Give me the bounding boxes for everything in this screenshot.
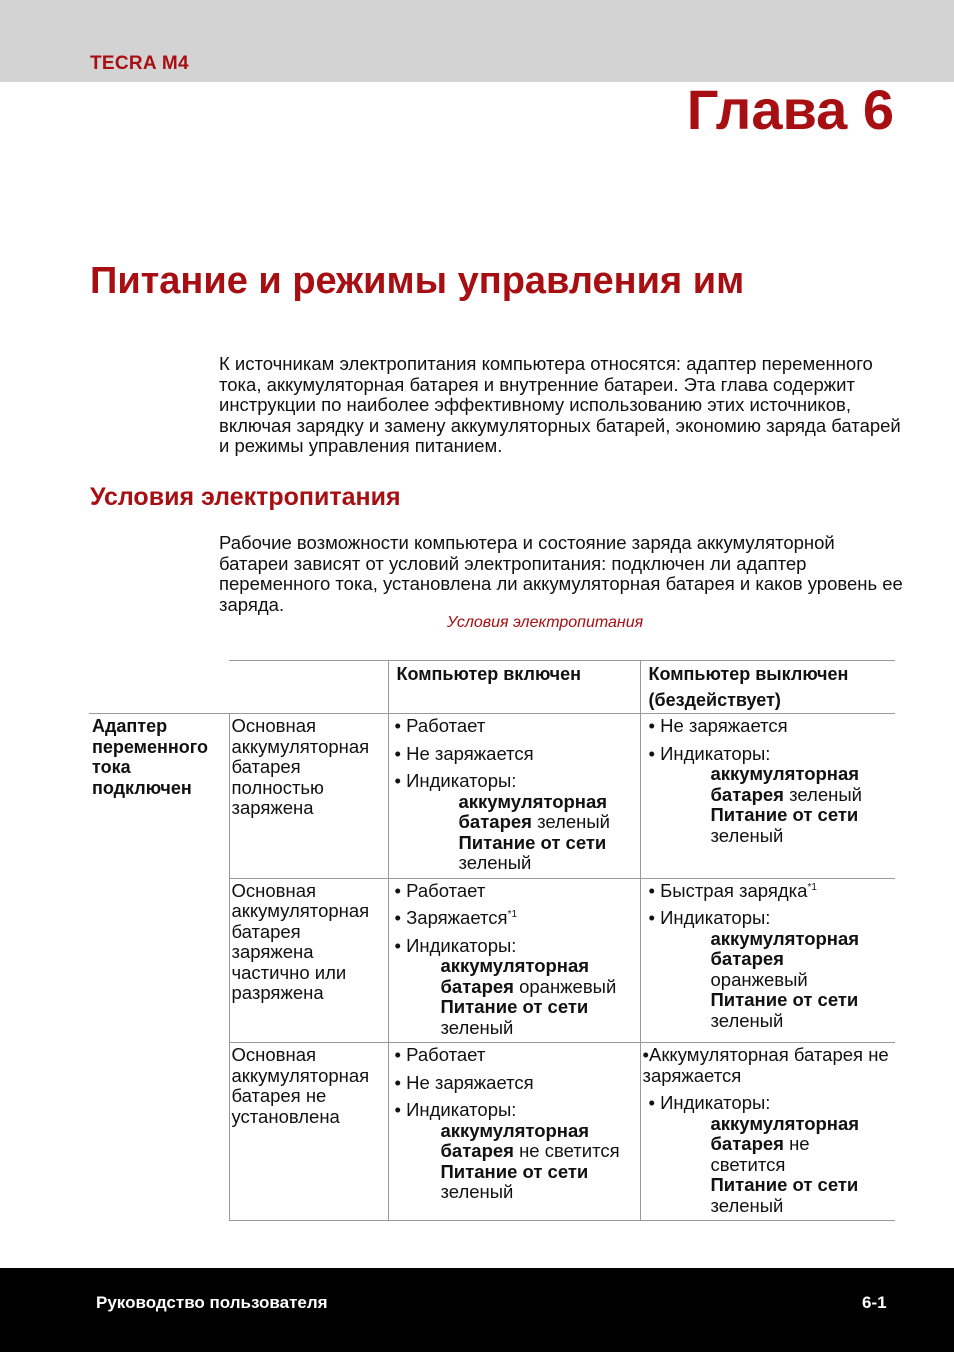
indicator-name: Питание от сети	[458, 831, 607, 853]
section-paragraph: Рабочие возможности компьютера и состояние заряда аккумуляторной батареи зависят от условий электропитания: подключен ли адаптер переменного тока, установлена ли аккумуляторная батарея и каков уровень ее заряда.	[219, 532, 903, 615]
status-on-cell	[388, 714, 640, 879]
list-item	[643, 1045, 892, 1086]
bullet: •	[394, 934, 401, 956]
table-caption: Условия электропитания	[447, 614, 644, 631]
column-header-off: Компьютер выключен (бездействует)	[640, 661, 895, 714]
bullet: •	[648, 742, 655, 764]
bullet: •	[394, 770, 401, 791]
bullet: •	[648, 907, 655, 928]
footer-manual-title: Руководство пользователя	[96, 1293, 328, 1312]
table-row	[89, 714, 895, 879]
list-item	[395, 744, 636, 765]
indicator-state: оранжевый	[519, 975, 617, 997]
status-on-cell	[388, 878, 640, 1043]
indicator-power	[395, 833, 636, 874]
footnote-mark: *1	[807, 881, 817, 893]
list-item	[643, 716, 892, 737]
indicator-power	[395, 997, 636, 1038]
indicator-power	[643, 805, 892, 846]
footnote-mark: *1	[507, 908, 518, 920]
indicator-name: Питание от сети	[440, 1160, 589, 1182]
status-text: Аккумуляторная батарея не заряжается	[642, 1044, 889, 1086]
status-text: Работает	[406, 1044, 486, 1065]
bullet: •	[394, 907, 401, 928]
intro-paragraph: К источникам электропитания компьютера относятся: адаптер переменного тока, аккумуляторная батарея и внутренние батареи. Эта глава содержит инструкции по наиболее эффективному использованию этих источников, включая зарядку и замену аккумуляторных батарей, экономию заряда батарей и режимы управления питанием.	[219, 353, 901, 456]
indicator-state: зеленый	[440, 1016, 514, 1038]
list-item	[643, 1093, 892, 1114]
indicator-name: аккумуляторная батарея	[458, 790, 608, 832]
section-heading: Условия электропитания	[90, 483, 401, 511]
indicator-battery	[395, 1121, 636, 1162]
row-description: Основная аккумуляторная батарея заряжена частично или разряжена	[229, 878, 388, 1043]
row-group-label: Адаптер переменного тока подключен	[92, 716, 208, 798]
list-item	[643, 744, 892, 765]
list-item	[643, 908, 892, 929]
indicator-name: аккумуляторная батарея	[710, 763, 860, 805]
indicator-state: оранжевый	[710, 968, 808, 990]
status-text: Заряжается	[406, 907, 508, 928]
list-item	[395, 1045, 636, 1066]
indicator-power	[643, 1175, 892, 1216]
indicator-battery	[643, 764, 892, 805]
indicator-state: зеленый	[710, 1194, 784, 1216]
list-item	[395, 771, 636, 792]
indicators-label: Индикаторы:	[660, 907, 771, 928]
indicators-label: Индикаторы:	[406, 1099, 517, 1120]
indicator-state: не светится	[519, 1140, 620, 1161]
column-header-on: Компьютер включен	[388, 661, 640, 714]
indicator-power	[395, 1162, 636, 1203]
bullet: •	[394, 879, 401, 901]
bullet: •	[394, 742, 401, 764]
indicator-battery	[395, 956, 636, 997]
status-text: Не заряжается	[406, 742, 534, 764]
indicator-battery	[643, 1114, 892, 1176]
indicator-power	[643, 990, 892, 1031]
indicators-label: Индикаторы:	[406, 770, 517, 791]
indicator-state: зеленый	[789, 783, 862, 805]
row-description: Основная аккумуляторная батарея не установлена	[229, 1043, 388, 1221]
status-off-cell	[640, 878, 895, 1043]
table-header-row	[89, 661, 895, 714]
indicator-name: Питание от сети	[710, 989, 859, 1010]
list-item	[395, 936, 636, 957]
indicators-label: Индикаторы:	[660, 1092, 771, 1113]
indicator-name: аккумуляторная батарея	[710, 1112, 860, 1154]
power-conditions-table	[89, 660, 895, 1221]
bullet: •	[642, 1044, 649, 1065]
indicator-name: Питание от сети	[440, 996, 589, 1017]
list-item	[395, 1073, 636, 1094]
indicator-state: зеленый	[440, 1181, 514, 1202]
bullet: •	[394, 1044, 401, 1065]
brand-label: TECRA M4	[90, 53, 189, 74]
indicator-state: зеленый	[710, 1009, 784, 1031]
page-number: 6-1	[862, 1293, 887, 1312]
indicator-name: Питание от сети	[710, 1174, 859, 1195]
indicator-battery	[395, 792, 636, 833]
list-item	[395, 908, 636, 929]
indicator-state: зеленый	[458, 852, 532, 873]
list-item	[395, 881, 636, 902]
bullet: •	[394, 1099, 401, 1120]
indicator-name: аккумуляторная батарея	[440, 955, 590, 997]
status-off-cell	[640, 714, 895, 879]
list-item	[643, 881, 892, 902]
page-title: Питание и режимы управления им	[90, 260, 745, 302]
bullet: •	[648, 1092, 655, 1113]
indicator-state: не светится	[710, 1133, 810, 1175]
indicator-battery	[643, 929, 892, 991]
status-on-cell	[388, 1043, 640, 1221]
indicator-name: аккумуляторная батарея	[710, 927, 860, 969]
header-empty-cell	[89, 661, 229, 714]
header-empty-cell	[229, 661, 388, 714]
indicator-state: зеленый	[710, 824, 784, 846]
bullet: •	[648, 879, 655, 901]
list-item	[395, 1100, 636, 1121]
status-text: Не заряжается	[660, 715, 788, 736]
status-off-cell	[640, 1043, 895, 1221]
bullet: •	[394, 715, 401, 736]
bullet: •	[394, 1071, 401, 1093]
indicator-name: Питание от сети	[710, 804, 859, 825]
row-description: Основная аккумуляторная батарея полностью заряжена	[229, 714, 388, 879]
status-text: Не заряжается	[406, 1071, 534, 1093]
bullet: •	[648, 715, 655, 736]
chapter-number: Глава 6	[686, 78, 894, 141]
status-text: Быстрая зарядка	[660, 879, 808, 901]
status-text: Работает	[406, 879, 486, 901]
indicator-name: аккумуляторная батарея	[440, 1119, 590, 1161]
status-text: Работает	[406, 715, 486, 736]
indicators-label: Индикаторы:	[660, 742, 771, 764]
list-item	[395, 716, 636, 737]
indicators-label: Индикаторы:	[406, 934, 517, 956]
indicator-state: зеленый	[537, 811, 610, 832]
